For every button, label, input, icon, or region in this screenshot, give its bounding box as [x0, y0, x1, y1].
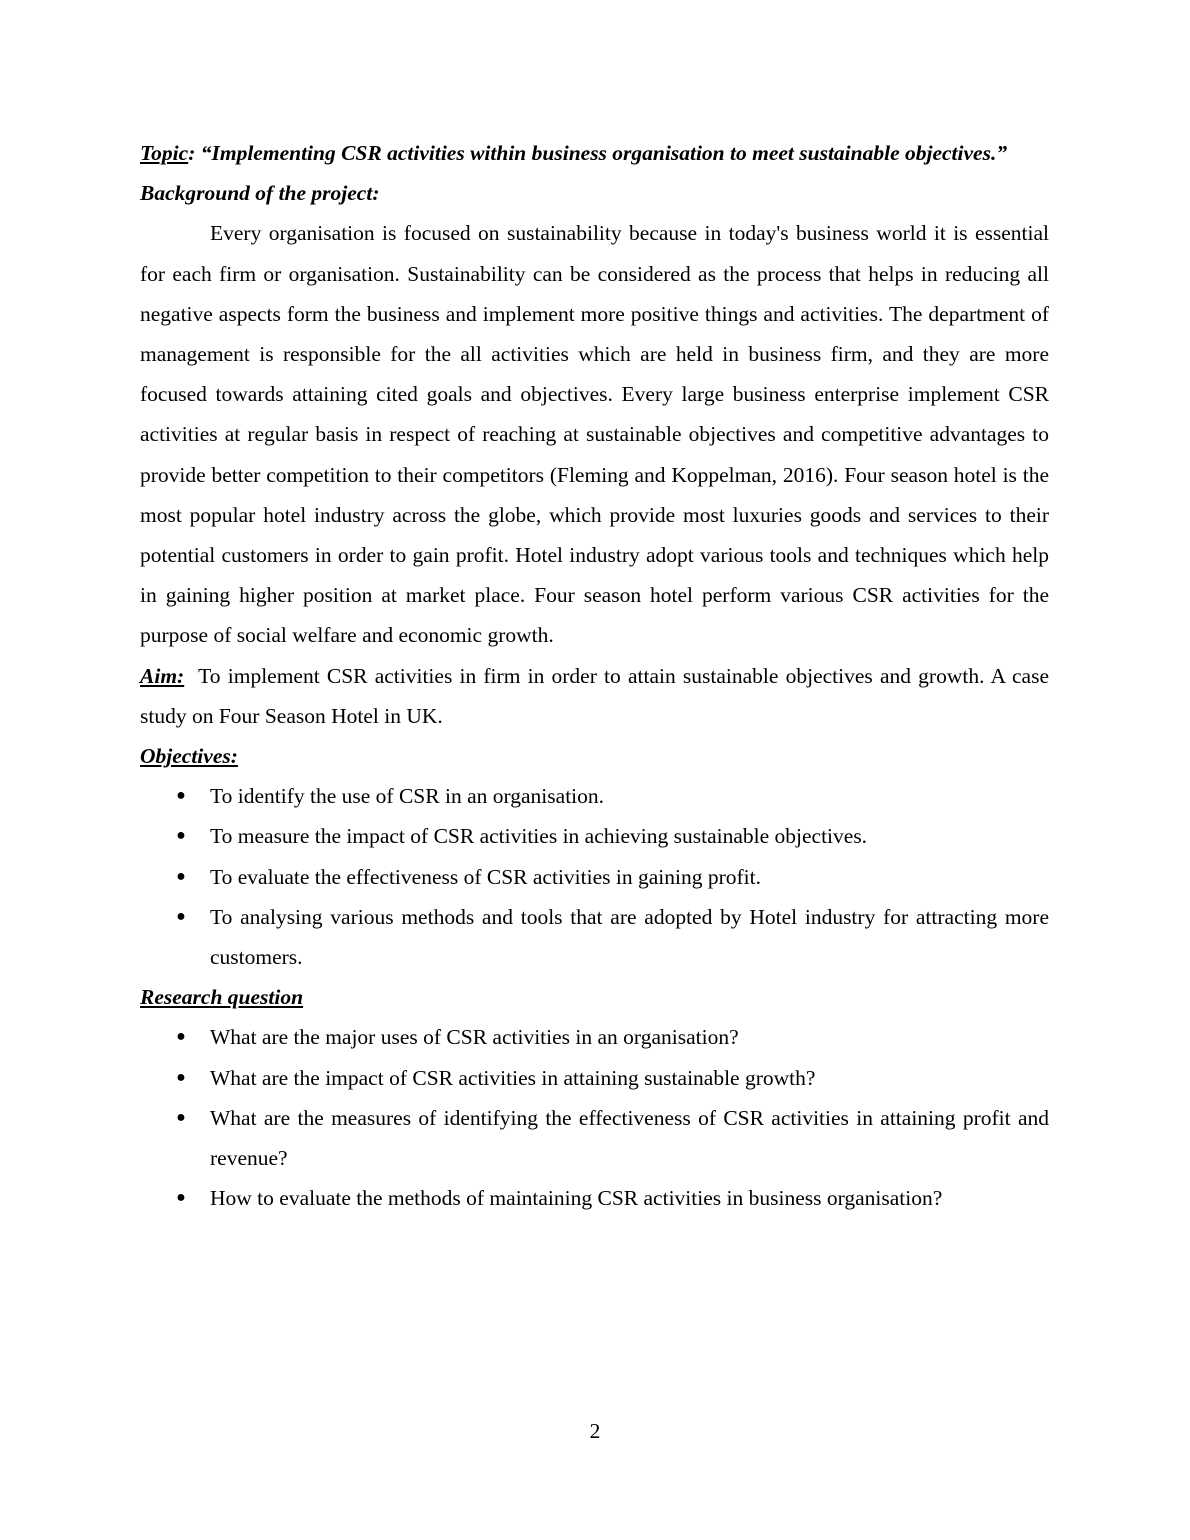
objective-text: To evaluate the effectiveness of CSR activities in gaining profit. [210, 864, 761, 889]
aim-paragraph [140, 656, 1055, 736]
topic-paragraph [140, 133, 1049, 173]
bullet-icon: ● [176, 1189, 186, 1207]
objective-text: To measure the impact of CSR activities in achieving sustainable objectives. [210, 824, 868, 849]
page-content [140, 133, 1055, 1218]
research-question-heading: Research question [140, 985, 304, 1010]
list-item [140, 897, 1049, 977]
research-question-text: What are the impact of CSR activities in attaining sustainable growth? [210, 1065, 816, 1090]
list-item [140, 1178, 1049, 1218]
research-question-text: How to evaluate the methods of maintaining CSR activities in business organisation? [210, 1186, 943, 1211]
background-heading: Background of the project: [140, 181, 380, 206]
bullet-icon: ● [176, 787, 186, 805]
page-number: 2 [589, 1419, 601, 1443]
bullet-icon: ● [176, 907, 186, 925]
list-item [140, 1058, 1049, 1098]
research-question-list [140, 1017, 1049, 1218]
list-item [140, 816, 1049, 856]
list-item [140, 857, 1049, 897]
topic-text: “Implementing CSR activities within business organisation to meet sustainable objectives.” [195, 141, 1008, 165]
list-item [140, 776, 1049, 816]
list-item [140, 1098, 1049, 1178]
bullet-icon: ● [176, 1028, 186, 1046]
bullet-icon: ● [176, 827, 186, 845]
bullet-icon: ● [176, 867, 186, 885]
aim-text: To implement CSR activities in firm in order to attain sustainable objectives and growth. A case study on Four Season Hotel in UK. [140, 663, 1055, 728]
bullet-icon: ● [176, 1108, 186, 1126]
bullet-icon: ● [176, 1068, 186, 1086]
research-question-text: What are the measures of identifying the effectiveness of CSR activities in attaining profit and revenue? [210, 1105, 1049, 1171]
list-item [140, 1017, 1049, 1057]
objective-text: To analysing various methods and tools that are adopted by Hotel industry for attracting more customers. [210, 904, 1049, 970]
background-body: Every organisation is focused on sustainability because in today's business world it is essential for each firm or organisation. Sustainability can be considered as the process that helps in reducing all negative aspects form the business and implement more positive things and activities. The department of management is responsible for the all activities which are held in business firm, and they are more focused towards attaining cited goals and objectives. Every large business enterprise implement CSR activities at regular basis in respect of reaching at sustainable objectives and competitive advantages to provide better competition to their competitors (Fleming and Koppelman, 2016). Four season hotel is the most popular hotel industry across the globe, which provide most luxuries goods and services to their potential customers in order to gain profit. Hotel industry adopt various tools and techniques which help in gaining higher position at market place. Four season hotel perform various CSR activities for the purpose of social welfare and economic growth. [140, 221, 1049, 648]
objectives-heading: Objectives: [140, 744, 238, 769]
research-question-text: What are the major uses of CSR activities in an organisation? [210, 1025, 739, 1050]
objective-text: To identify the use of CSR in an organisation. [210, 784, 605, 809]
aim-label: Aim: [140, 663, 185, 688]
topic-label: Topic [140, 141, 189, 165]
objectives-list [140, 776, 1049, 977]
topic-separator: : [188, 141, 196, 165]
